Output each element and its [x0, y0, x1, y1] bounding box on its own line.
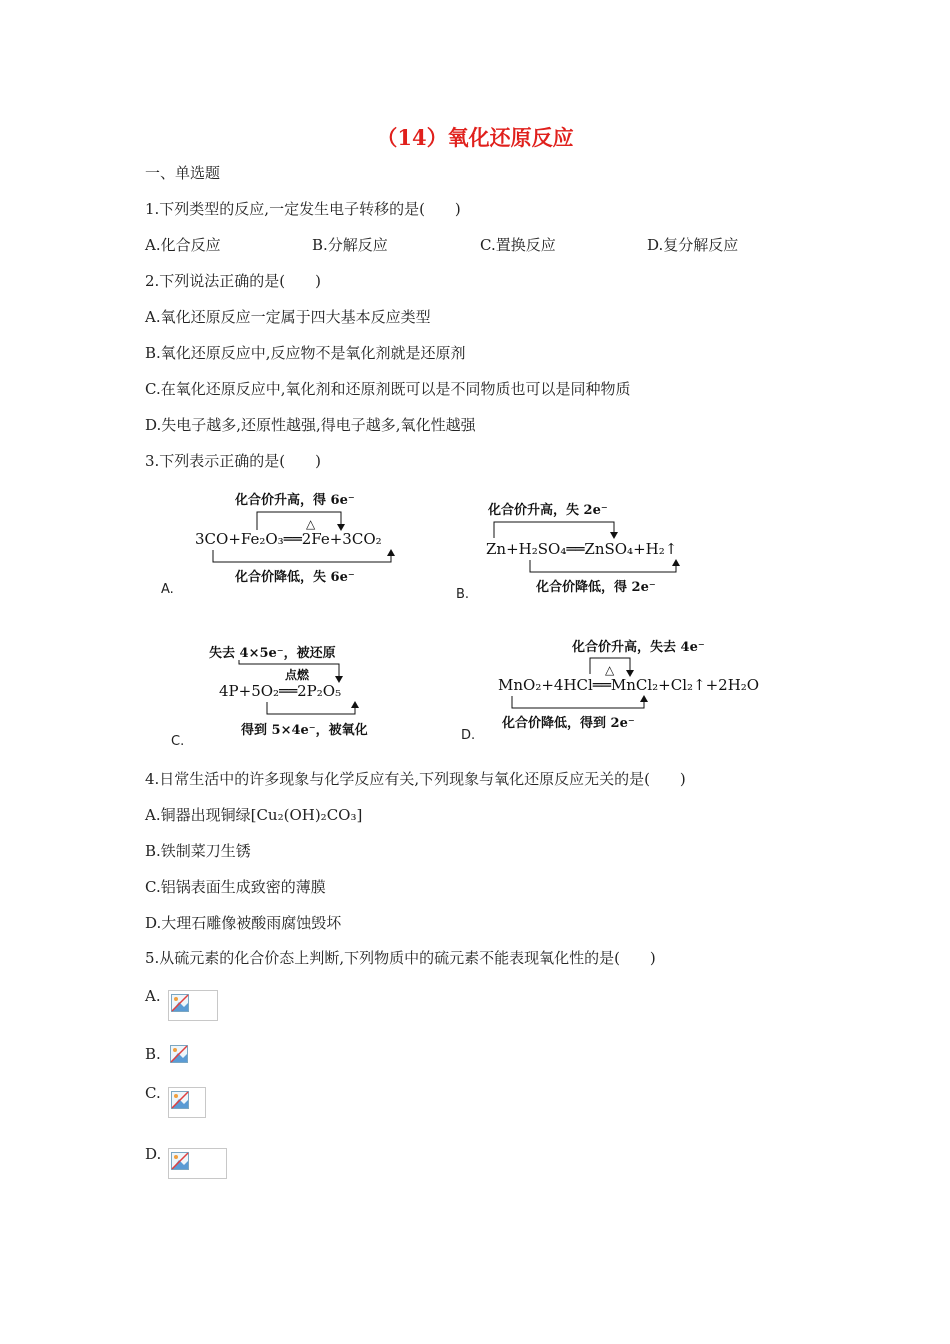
q1-option-a: A.化合反应 — [145, 236, 221, 254]
broken-image-icon — [170, 1045, 188, 1063]
q1-option-c: C.置换反应 — [480, 236, 556, 254]
q3-figure-d-label: D. — [461, 728, 476, 743]
q5-stem: 5.从硫元素的化合价态上判断,下列物质中的硫元素不能表现氧化性的是( ) — [145, 949, 656, 967]
fig-a-bottom-label: 化合价降低，失 6e⁻ — [235, 570, 355, 585]
q1-option-b: B.分解反应 — [312, 236, 388, 254]
fig-c-bottom-label: 得到 5×4e⁻，被氧化 — [241, 723, 368, 738]
q4-option-b: B.铁制菜刀生锈 — [145, 842, 251, 860]
fig-a-top-label: 化合价升高，得 6e⁻ — [235, 493, 355, 508]
q3-stem: 3.下列表示正确的是( ) — [145, 452, 322, 470]
q3-figure-b-label: B. — [456, 587, 470, 602]
q2-option-a: A.氧化还原反应一定属于四大基本反应类型 — [145, 308, 431, 326]
fig-a-condition: △ — [306, 517, 316, 531]
q5-option-c: C. — [145, 1084, 161, 1102]
fig-c-top-label: 失去 4×5e⁻，被还原 — [209, 646, 336, 661]
fig-d-condition: △ — [605, 663, 615, 677]
broken-image-icon — [171, 1152, 189, 1170]
fig-b-top-label: 化合价升高，失 2e⁻ — [488, 503, 608, 518]
q2-option-d: D.失电子越多,还原性越强,得电子越多,氧化性越强 — [145, 416, 476, 434]
q5-option-b-image — [168, 1042, 188, 1064]
fig-d-bottom-label: 化合价降低，得到 2e⁻ — [502, 716, 635, 731]
q4-option-a: A.铜器出现铜绿[Cu₂(OH)₂CO₃] — [145, 806, 363, 824]
q3-figure-c-label: C. — [171, 734, 185, 749]
q3-figure-a — [195, 490, 425, 594]
fig-b-equation: Zn+H₂SO₄══ZnSO₄+H₂↑ — [486, 540, 678, 558]
q3-figure-a-label: A. — [161, 582, 174, 597]
q2-option-c: C.在氧化还原反应中,氧化剂和还原剂既可以是不同物质也可以是同种物质 — [145, 380, 631, 398]
q3-figure-c — [205, 642, 435, 746]
q4-stem: 4.日常生活中的许多现象与化学反应有关,下列现象与氧化还原反应无关的是( ) — [145, 770, 686, 788]
fig-b-bottom-label: 化合价降低，得 2e⁻ — [536, 580, 656, 595]
q5-option-d-image — [168, 1148, 227, 1179]
broken-image-icon — [171, 1091, 189, 1109]
q4-option-d: D.大理石雕像被酸雨腐蚀毁坏 — [145, 914, 342, 932]
q2-option-b: B.氧化还原反应中,反应物不是氧化剂就是还原剂 — [145, 344, 466, 362]
fig-c-condition: 点燃 — [285, 668, 310, 682]
q1-option-d: D.复分解反应 — [647, 236, 739, 254]
section-heading: 一、单选题 — [145, 164, 221, 182]
page-title: （14）氧化还原反应 — [376, 125, 574, 150]
q4-option-c: C.铝锅表面生成致密的薄膜 — [145, 878, 326, 896]
q2-stem: 2.下列说法正确的是( ) — [145, 272, 322, 290]
broken-image-icon — [171, 994, 189, 1012]
q5-option-d: D. — [145, 1145, 162, 1163]
fig-d-equation: MnO₂+4HCl══MnCl₂+Cl₂↑+2H₂O — [498, 676, 760, 694]
q5-option-c-image — [168, 1087, 206, 1118]
q5-option-a-image — [168, 990, 218, 1021]
fig-c-equation: 4P+5O₂══2P₂O₅ — [219, 682, 342, 700]
q3-figure-b — [486, 500, 716, 604]
q3-figure-d — [498, 636, 808, 740]
q5-option-b: B. — [145, 1045, 161, 1063]
fig-d-top-label: 化合价升高，失去 4e⁻ — [572, 640, 705, 655]
fig-a-equation: 3CO+Fe₂O₃══2Fe+3CO₂ — [195, 530, 382, 548]
q1-stem: 1.下列类型的反应,一定发生电子转移的是( ) — [145, 200, 461, 218]
q5-option-a: A. — [145, 987, 161, 1005]
